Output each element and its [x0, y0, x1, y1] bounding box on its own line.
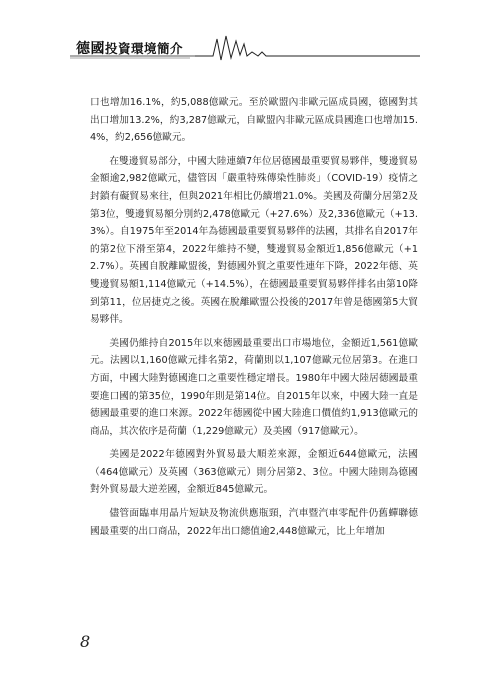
paragraph: 儘管面臨車用晶片短缺及物流供應瓶頸，汽車暨汽車零配件仍舊蟬聯德國最重要的出口商品，2022年出口總值逾2,448億歐元，比上年增加	[90, 508, 418, 537]
paragraph: 口也增加16.1%，約5,088億歐元。至於歐盟內非歐元區成員國，德國對其出口增加13.2%，約3,287億歐元，自歐盟內非歐元區成員國進口也增加15.4%，約2,656億歐元。	[90, 97, 418, 144]
body-text	[90, 94, 418, 546]
header-title-lead: 德國	[76, 41, 105, 57]
paragraph: 美國仍維持自2015年以來德國最重要出口市場地位，金額近1,561億歐元。法國以1,160億歐元排名第2，荷蘭則以1,107億歐元位居第3。在進口方面，中國大陸對德國進口之重要性穩定增長。1980年中國大陸居德國最重要進口國的第35位，1990年則是第14位。自2015年以來，中國大陸一直是德國最重要的進口來源。2022年德國從中國大陸進口價值約1,913億歐元的商品，其次依序是荷蘭（1,229億歐元）及美國（917億歐元）。	[90, 337, 418, 437]
paragraph: 在雙邊貿易部分，中國大陸連續7年位居德國最重要貿易夥伴，雙邊貿易金額逾2,982億歐元，儘管因「嚴重特殊傳染性肺炎」（COVID-19）疫情之封鎖有礙貿易來往，但與2021年相比仍續增21.0%。美國及荷蘭分居第2及第3位，雙邊貿易額分別約2,478億歐元（+27.6%）及2,336億歐元（+13.3%）。自1975年至2014年為德國最重要貿易夥伴的法國，其排名自2017年的第2位下滑至第4，2022年維持不變，雙邊貿易金額近1,856億歐元（+12.7%）。英國自脫離歐盟後，對德國外貿之重要性連年下降，2022年德、英雙邊貿易額1,114億歐元（+14.5%），在德國最重要貿易夥伴排名由第10降到第11，位居捷克之後。英國在脫離歐盟公投後的2017年曾是德國第5大貿易夥伴。	[90, 155, 418, 326]
header-title-rest: 投資環境簡介	[105, 41, 184, 56]
page-number: 8	[80, 632, 91, 651]
page-header	[0, 0, 480, 70]
heartbeat-wave-decoration	[0, 30, 480, 64]
paragraph: 美國是2022年德國對外貿易最大順差來源，金額近644億歐元，法國（464億歐元）及英國（363億歐元）則分居第2、3位。中國大陸則為德國對外貿易最大逆差國，金額近845億歐元。	[90, 449, 418, 496]
